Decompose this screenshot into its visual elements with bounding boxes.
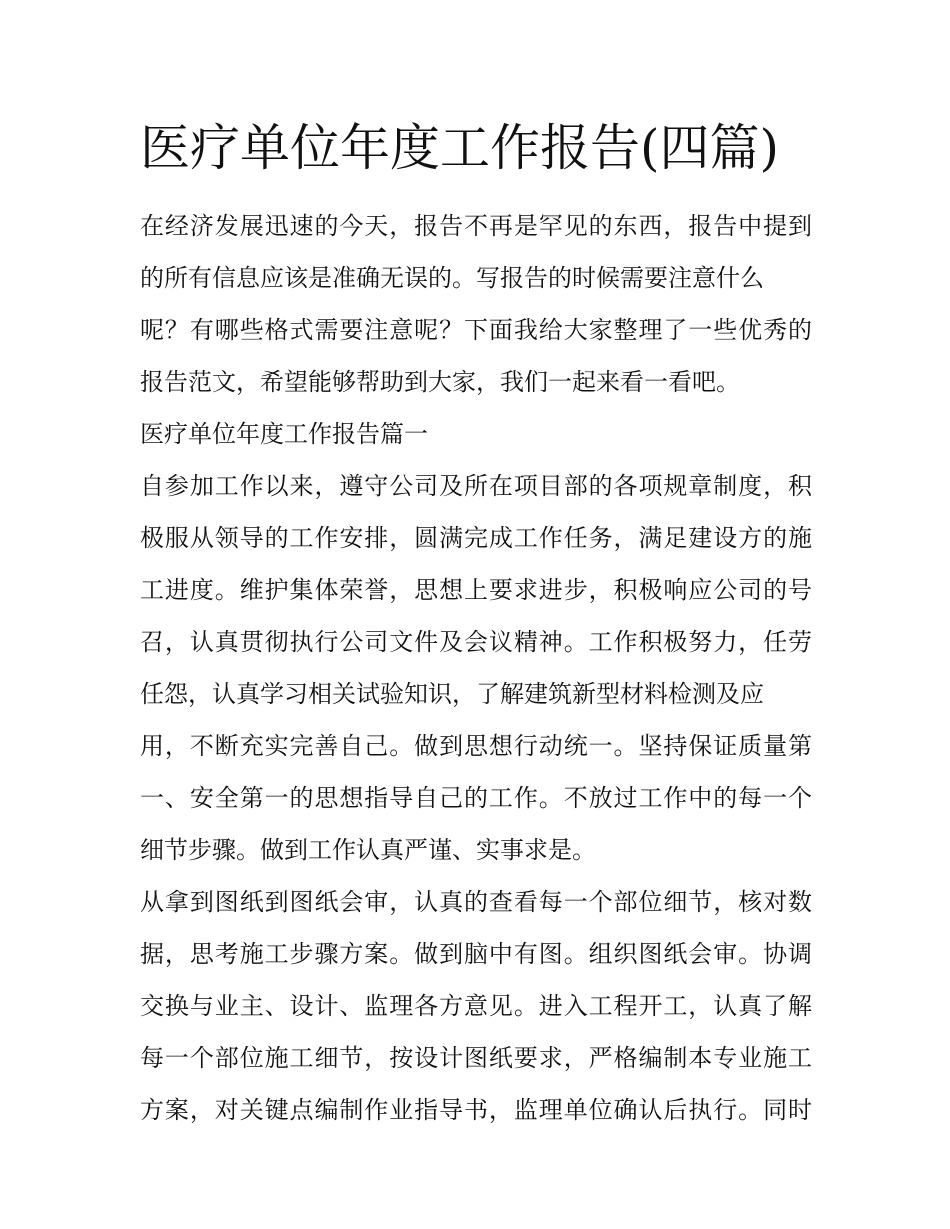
paragraph-intro xyxy=(140,200,812,408)
text-line: 的所有信息应该是准确无误的。写报告的时候需要注意什么 xyxy=(140,264,764,292)
text-line: 工进度。维护集体荣誉，思想上要求进步，积极响应公司的号 xyxy=(140,576,812,604)
text-line: 交换与业主、设计、监理各方意见。进入工程开工，认真了解 xyxy=(140,992,812,1020)
text-line: 报告范文，希望能够帮助到大家，我们一起来看一看吧。 xyxy=(140,368,740,396)
text-line: 方案，对关键点编制作业指导书，监理单位确认后执行。同时 xyxy=(140,1096,812,1124)
text-line: 从拿到图纸到图纸会审，认真的查看每一个部位细节，核对数 xyxy=(140,888,812,916)
text-line: 极服从领导的工作安排，圆满完成工作任务，满足建设方的施 xyxy=(140,524,812,552)
document-title: 医疗单位年度工作报告(四篇) xyxy=(140,119,780,177)
text-line: 任怨，认真学习相关试验知识，了解建筑新型材料检测及应 xyxy=(140,680,764,708)
paragraph-2 xyxy=(140,876,812,1136)
text-line: 每一个部位施工细节，按设计图纸要求，严格编制本专业施工 xyxy=(140,1044,812,1072)
text-line: 在经济发展迅速的今天，报告不再是罕见的东西，报告中提到 xyxy=(140,212,812,240)
text-line: 据，思考施工步骤方案。做到脑中有图。组织图纸会审。协调 xyxy=(140,940,812,968)
text-line: 一、安全第一的思想指导自己的工作。不放过工作中的每一个 xyxy=(140,784,812,812)
section-heading-text: 医疗单位年度工作报告篇一 xyxy=(140,420,428,448)
text-line: 细节步骤。做到工作认真严谨、实事求是。 xyxy=(140,836,596,864)
text-line: 召，认真贯彻执行公司文件及会议精神。工作积极努力，任劳 xyxy=(140,628,812,656)
document-page xyxy=(140,112,812,1136)
section-heading xyxy=(140,408,812,460)
text-line: 自参加工作以来，遵守公司及所在项目部的各项规章制度，积 xyxy=(140,472,812,500)
paragraph-1 xyxy=(140,460,812,876)
text-line: 用，不断充实完善自己。做到思想行动统一。坚持保证质量第 xyxy=(140,732,812,760)
text-line: 呢？有哪些格式需要注意呢？下面我给大家整理了一些优秀的 xyxy=(140,316,812,344)
